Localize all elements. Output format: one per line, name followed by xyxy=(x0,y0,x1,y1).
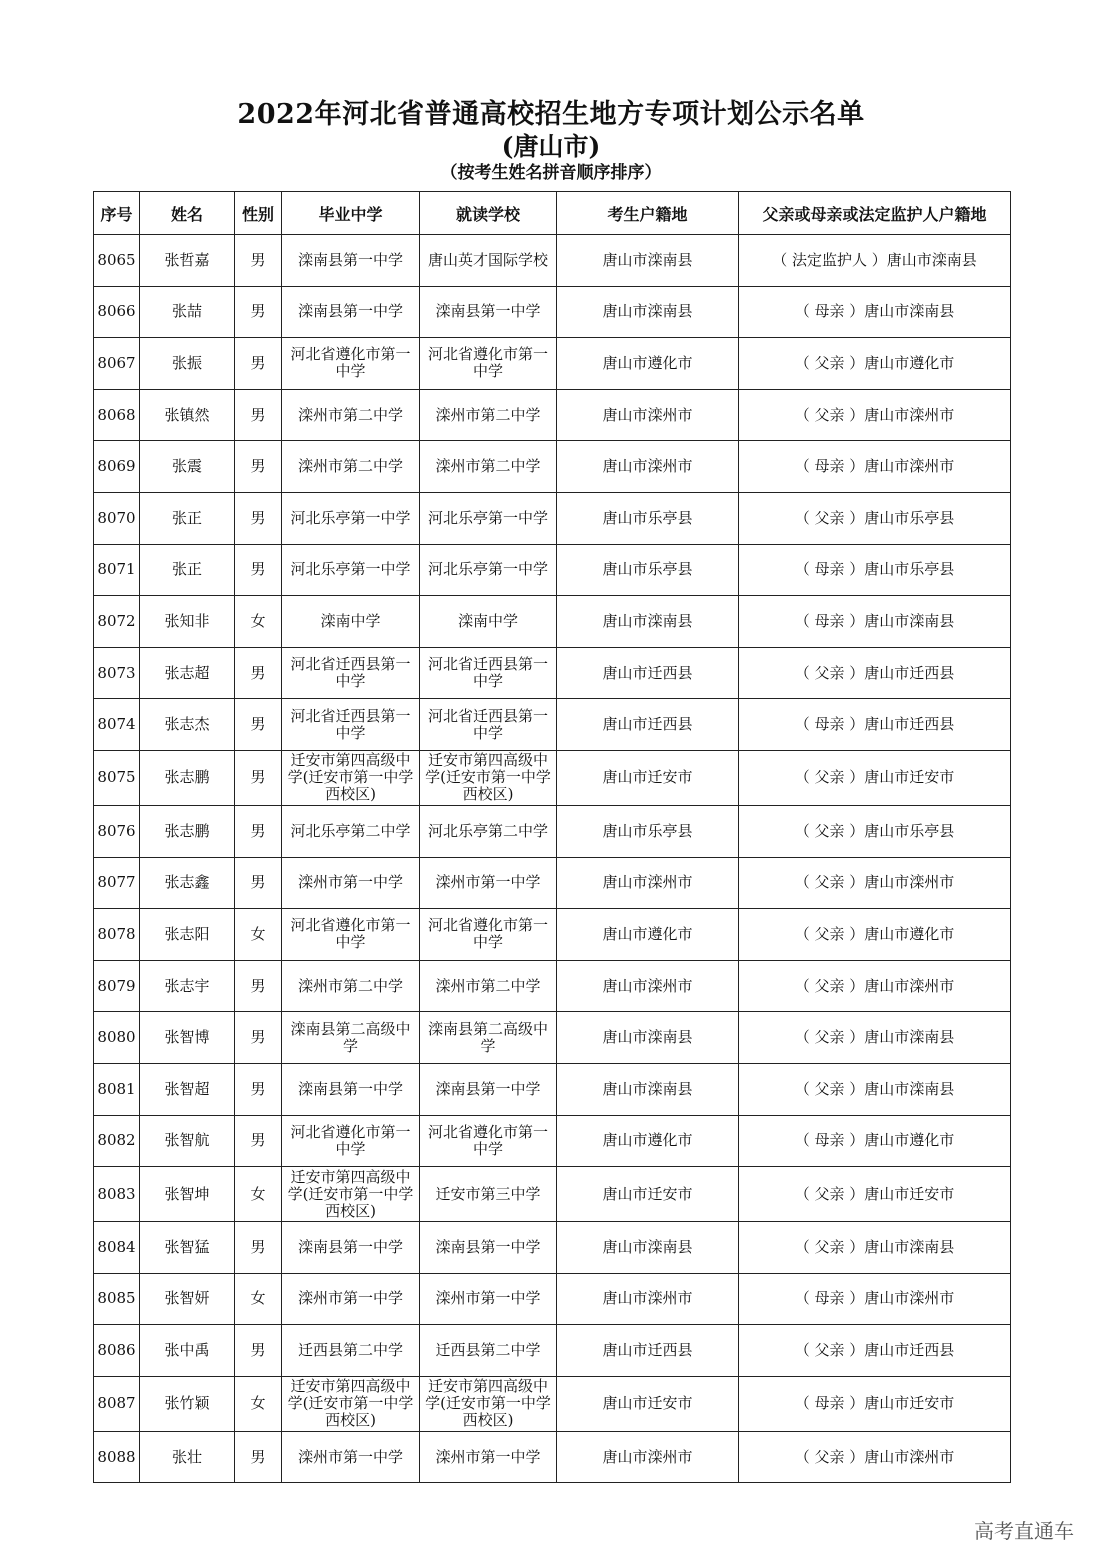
header-current-school: 就读学校 xyxy=(420,192,557,235)
table-row xyxy=(94,960,1011,1012)
cell-gender: 男 xyxy=(235,750,282,805)
cell-household-registration: 唐山市迁西县 xyxy=(557,699,739,751)
cell-guardian-registration: （ 父亲 ）唐山市迁西县 xyxy=(739,1325,1011,1377)
cell-graduation-school: 河北省遵化市第一中学 xyxy=(282,909,420,961)
cell-index: 8078 xyxy=(94,909,140,961)
admission-list-table xyxy=(93,191,1011,1483)
cell-index: 8085 xyxy=(94,1273,140,1325)
cell-household-registration: 唐山市滦南县 xyxy=(557,596,739,648)
cell-graduation-school: 滦州市第二中学 xyxy=(282,441,420,493)
cell-guardian-registration: （ 父亲 ）唐山市乐亭县 xyxy=(739,492,1011,544)
cell-gender: 男 xyxy=(235,1115,282,1167)
cell-household-registration: 唐山市迁西县 xyxy=(557,1325,739,1377)
cell-index: 8065 xyxy=(94,235,140,287)
header-name: 姓名 xyxy=(140,192,235,235)
cell-household-registration: 唐山市滦南县 xyxy=(557,286,739,338)
table-row xyxy=(94,909,1011,961)
cell-current-school: 河北省遵化市第一中学 xyxy=(420,909,557,961)
table-row xyxy=(94,1063,1011,1115)
header-index: 序号 xyxy=(94,192,140,235)
cell-name: 张志超 xyxy=(140,647,235,699)
cell-name: 张竹颖 xyxy=(140,1376,235,1431)
cell-current-school: 河北省遵化市第一中学 xyxy=(420,1115,557,1167)
cell-household-registration: 唐山市乐亭县 xyxy=(557,492,739,544)
cell-index: 8067 xyxy=(94,338,140,390)
cell-gender: 男 xyxy=(235,647,282,699)
cell-index: 8075 xyxy=(94,750,140,805)
cell-index: 8068 xyxy=(94,389,140,441)
cell-name: 张壮 xyxy=(140,1431,235,1483)
cell-name: 张志鹏 xyxy=(140,805,235,857)
table-row xyxy=(94,1376,1011,1431)
cell-gender: 男 xyxy=(235,544,282,596)
cell-household-registration: 唐山市滦州市 xyxy=(557,389,739,441)
cell-graduation-school: 迁西县第二中学 xyxy=(282,1325,420,1377)
table-header-row xyxy=(94,192,1011,235)
cell-gender: 女 xyxy=(235,1273,282,1325)
cell-gender: 男 xyxy=(235,235,282,287)
table-row xyxy=(94,492,1011,544)
cell-household-registration: 唐山市滦州市 xyxy=(557,1273,739,1325)
cell-name: 张志鑫 xyxy=(140,857,235,909)
cell-gender: 男 xyxy=(235,857,282,909)
watermark: 高考直通车 xyxy=(974,1519,1074,1543)
cell-household-registration: 唐山市滦南县 xyxy=(557,1222,739,1274)
table-row xyxy=(94,235,1011,287)
cell-graduation-school: 滦南县第一中学 xyxy=(282,1222,420,1274)
cell-index: 8080 xyxy=(94,1012,140,1064)
cell-guardian-registration: （ 母亲 ）唐山市迁西县 xyxy=(739,699,1011,751)
cell-current-school: 河北省迁西县第一中学 xyxy=(420,647,557,699)
cell-household-registration: 唐山市滦州市 xyxy=(557,1431,739,1483)
cell-name: 张振 xyxy=(140,338,235,390)
cell-current-school: 迁安市第三中学 xyxy=(420,1167,557,1222)
cell-index: 8077 xyxy=(94,857,140,909)
cell-household-registration: 唐山市滦州市 xyxy=(557,960,739,1012)
cell-name: 张镇然 xyxy=(140,389,235,441)
cell-current-school: 河北省迁西县第一中学 xyxy=(420,699,557,751)
cell-gender: 男 xyxy=(235,338,282,390)
table-row xyxy=(94,1222,1011,1274)
cell-gender: 男 xyxy=(235,805,282,857)
cell-name: 张中禹 xyxy=(140,1325,235,1377)
cell-index: 8081 xyxy=(94,1063,140,1115)
cell-name: 张智妍 xyxy=(140,1273,235,1325)
cell-gender: 男 xyxy=(235,1222,282,1274)
cell-guardian-registration: （ 父亲 ）唐山市滦州市 xyxy=(739,1431,1011,1483)
cell-gender: 男 xyxy=(235,492,282,544)
document-title: 2022年河北省普通高校招生地方专项计划公示名单 xyxy=(237,99,865,130)
cell-graduation-school: 滦州市第二中学 xyxy=(282,389,420,441)
cell-index: 8084 xyxy=(94,1222,140,1274)
cell-name: 张喆 xyxy=(140,286,235,338)
cell-gender: 男 xyxy=(235,699,282,751)
cell-current-school: 滦南县第一中学 xyxy=(420,1063,557,1115)
cell-current-school: 迁安市第四高级中学(迁安市第一中学西校区) xyxy=(420,1376,557,1431)
cell-index: 8083 xyxy=(94,1167,140,1222)
cell-guardian-registration: （ 父亲 ）唐山市遵化市 xyxy=(739,909,1011,961)
cell-guardian-registration: （ 父亲 ）唐山市滦州市 xyxy=(739,857,1011,909)
cell-household-registration: 唐山市遵化市 xyxy=(557,909,739,961)
cell-graduation-school: 滦州市第二中学 xyxy=(282,960,420,1012)
cell-index: 8074 xyxy=(94,699,140,751)
table-row xyxy=(94,389,1011,441)
cell-index: 8073 xyxy=(94,647,140,699)
cell-gender: 男 xyxy=(235,441,282,493)
cell-name: 张志宇 xyxy=(140,960,235,1012)
cell-household-registration: 唐山市滦州市 xyxy=(557,857,739,909)
cell-household-registration: 唐山市遵化市 xyxy=(557,1115,739,1167)
table-row xyxy=(94,286,1011,338)
cell-household-registration: 唐山市迁西县 xyxy=(557,647,739,699)
cell-guardian-registration: （ 父亲 ）唐山市滦南县 xyxy=(739,1012,1011,1064)
table-row xyxy=(94,647,1011,699)
cell-household-registration: 唐山市迁安市 xyxy=(557,750,739,805)
cell-graduation-school: 滦州市第一中学 xyxy=(282,1431,420,1483)
cell-name: 张智博 xyxy=(140,1012,235,1064)
table-row xyxy=(94,441,1011,493)
table-row xyxy=(94,857,1011,909)
cell-gender: 女 xyxy=(235,909,282,961)
cell-household-registration: 唐山市遵化市 xyxy=(557,338,739,390)
cell-graduation-school: 河北省遵化市第一中学 xyxy=(282,1115,420,1167)
cell-gender: 女 xyxy=(235,1167,282,1222)
cell-guardian-registration: （ 母亲 ）唐山市迁安市 xyxy=(739,1376,1011,1431)
cell-guardian-registration: （ 父亲 ）唐山市迁安市 xyxy=(739,750,1011,805)
cell-gender: 男 xyxy=(235,960,282,1012)
cell-current-school: 唐山英才国际学校 xyxy=(420,235,557,287)
table-row xyxy=(94,805,1011,857)
cell-gender: 男 xyxy=(235,286,282,338)
header-graduation-school: 毕业中学 xyxy=(282,192,420,235)
cell-current-school: 滦南县第一中学 xyxy=(420,286,557,338)
cell-graduation-school: 滦南县第一中学 xyxy=(282,235,420,287)
cell-guardian-registration: （ 法定监护人 ）唐山市滦南县 xyxy=(739,235,1011,287)
cell-name: 张志鹏 xyxy=(140,750,235,805)
cell-guardian-registration: （ 母亲 ）唐山市滦州市 xyxy=(739,441,1011,493)
cell-name: 张知非 xyxy=(140,596,235,648)
document-subtitle: (唐山市) xyxy=(501,132,601,161)
cell-guardian-registration: （ 母亲 ）唐山市遵化市 xyxy=(739,1115,1011,1167)
table-row xyxy=(94,1167,1011,1222)
cell-index: 8087 xyxy=(94,1376,140,1431)
cell-graduation-school: 滦州市第一中学 xyxy=(282,1273,420,1325)
cell-household-registration: 唐山市滦南县 xyxy=(557,1063,739,1115)
cell-graduation-school: 河北乐亭第一中学 xyxy=(282,492,420,544)
cell-guardian-registration: （ 父亲 ）唐山市迁安市 xyxy=(739,1167,1011,1222)
cell-gender: 男 xyxy=(235,1063,282,1115)
table-row xyxy=(94,1325,1011,1377)
header-guardian-registration: 父亲或母亲或法定监护人户籍地 xyxy=(739,192,1011,235)
cell-index: 8070 xyxy=(94,492,140,544)
cell-gender: 男 xyxy=(235,1431,282,1483)
cell-name: 张震 xyxy=(140,441,235,493)
cell-current-school: 滦州市第一中学 xyxy=(420,1431,557,1483)
cell-name: 张哲嘉 xyxy=(140,235,235,287)
table-row xyxy=(94,338,1011,390)
cell-graduation-school: 滦南县第二高级中学 xyxy=(282,1012,420,1064)
table-row xyxy=(94,750,1011,805)
cell-current-school: 河北省遵化市第一中学 xyxy=(420,338,557,390)
cell-guardian-registration: （ 母亲 ）唐山市滦州市 xyxy=(739,1273,1011,1325)
cell-graduation-school: 迁安市第四高级中学(迁安市第一中学西校区) xyxy=(282,1167,420,1222)
cell-guardian-registration: （ 父亲 ）唐山市滦南县 xyxy=(739,1063,1011,1115)
cell-graduation-school: 河北乐亭第二中学 xyxy=(282,805,420,857)
cell-guardian-registration: （ 父亲 ）唐山市乐亭县 xyxy=(739,805,1011,857)
cell-name: 张智坤 xyxy=(140,1167,235,1222)
cell-current-school: 滦州市第二中学 xyxy=(420,389,557,441)
cell-current-school: 滦州市第一中学 xyxy=(420,1273,557,1325)
cell-household-registration: 唐山市乐亭县 xyxy=(557,544,739,596)
cell-current-school: 滦南县第一中学 xyxy=(420,1222,557,1274)
cell-household-registration: 唐山市迁安市 xyxy=(557,1376,739,1431)
cell-guardian-registration: （ 母亲 ）唐山市滦南县 xyxy=(739,596,1011,648)
cell-gender: 男 xyxy=(235,389,282,441)
cell-guardian-registration: （ 母亲 ）唐山市乐亭县 xyxy=(739,544,1011,596)
table-row xyxy=(94,1115,1011,1167)
cell-current-school: 河北乐亭第一中学 xyxy=(420,544,557,596)
cell-gender: 男 xyxy=(235,1012,282,1064)
table-row xyxy=(94,1273,1011,1325)
cell-current-school: 河北乐亭第一中学 xyxy=(420,492,557,544)
cell-name: 张智超 xyxy=(140,1063,235,1115)
table-row xyxy=(94,1431,1011,1483)
cell-index: 8088 xyxy=(94,1431,140,1483)
cell-graduation-school: 河北省迁西县第一中学 xyxy=(282,699,420,751)
cell-name: 张志杰 xyxy=(140,699,235,751)
cell-current-school: 滦南中学 xyxy=(420,596,557,648)
header-gender: 性别 xyxy=(235,192,282,235)
header-household-registration: 考生户籍地 xyxy=(557,192,739,235)
table-body xyxy=(94,235,1011,1483)
cell-index: 8071 xyxy=(94,544,140,596)
table-row xyxy=(94,1012,1011,1064)
cell-current-school: 河北乐亭第二中学 xyxy=(420,805,557,857)
cell-guardian-registration: （ 母亲 ）唐山市滦南县 xyxy=(739,286,1011,338)
cell-current-school: 滦州市第一中学 xyxy=(420,857,557,909)
cell-graduation-school: 河北省遵化市第一中学 xyxy=(282,338,420,390)
cell-graduation-school: 迁安市第四高级中学(迁安市第一中学西校区) xyxy=(282,1376,420,1431)
cell-index: 8082 xyxy=(94,1115,140,1167)
sort-order-note: （按考生姓名拼音顺序排序） xyxy=(440,163,662,183)
cell-graduation-school: 滦州市第一中学 xyxy=(282,857,420,909)
cell-name: 张正 xyxy=(140,544,235,596)
cell-guardian-registration: （ 父亲 ）唐山市滦州市 xyxy=(739,389,1011,441)
cell-name: 张志阳 xyxy=(140,909,235,961)
cell-current-school: 滦州市第二中学 xyxy=(420,441,557,493)
cell-index: 8086 xyxy=(94,1325,140,1377)
cell-household-registration: 唐山市迁安市 xyxy=(557,1167,739,1222)
cell-guardian-registration: （ 父亲 ）唐山市滦南县 xyxy=(739,1222,1011,1274)
cell-graduation-school: 河北省迁西县第一中学 xyxy=(282,647,420,699)
cell-guardian-registration: （ 父亲 ）唐山市滦州市 xyxy=(739,960,1011,1012)
cell-index: 8076 xyxy=(94,805,140,857)
cell-name: 张智猛 xyxy=(140,1222,235,1274)
cell-gender: 女 xyxy=(235,1376,282,1431)
cell-name: 张正 xyxy=(140,492,235,544)
cell-guardian-registration: （ 父亲 ）唐山市遵化市 xyxy=(739,338,1011,390)
cell-index: 8072 xyxy=(94,596,140,648)
cell-current-school: 迁西县第二中学 xyxy=(420,1325,557,1377)
cell-index: 8066 xyxy=(94,286,140,338)
cell-current-school: 滦南县第二高级中学 xyxy=(420,1012,557,1064)
cell-current-school: 滦州市第二中学 xyxy=(420,960,557,1012)
cell-guardian-registration: （ 父亲 ）唐山市迁西县 xyxy=(739,647,1011,699)
cell-graduation-school: 滦南县第一中学 xyxy=(282,286,420,338)
cell-graduation-school: 滦南县第一中学 xyxy=(282,1063,420,1115)
cell-index: 8069 xyxy=(94,441,140,493)
cell-household-registration: 唐山市滦南县 xyxy=(557,235,739,287)
table-row xyxy=(94,596,1011,648)
cell-household-registration: 唐山市滦州市 xyxy=(557,441,739,493)
cell-graduation-school: 滦南中学 xyxy=(282,596,420,648)
table-row xyxy=(94,544,1011,596)
cell-name: 张智航 xyxy=(140,1115,235,1167)
cell-household-registration: 唐山市乐亭县 xyxy=(557,805,739,857)
cell-graduation-school: 河北乐亭第一中学 xyxy=(282,544,420,596)
table-row xyxy=(94,699,1011,751)
cell-current-school: 迁安市第四高级中学(迁安市第一中学西校区) xyxy=(420,750,557,805)
cell-gender: 男 xyxy=(235,1325,282,1377)
cell-graduation-school: 迁安市第四高级中学(迁安市第一中学西校区) xyxy=(282,750,420,805)
cell-index: 8079 xyxy=(94,960,140,1012)
cell-household-registration: 唐山市滦南县 xyxy=(557,1012,739,1064)
cell-gender: 女 xyxy=(235,596,282,648)
